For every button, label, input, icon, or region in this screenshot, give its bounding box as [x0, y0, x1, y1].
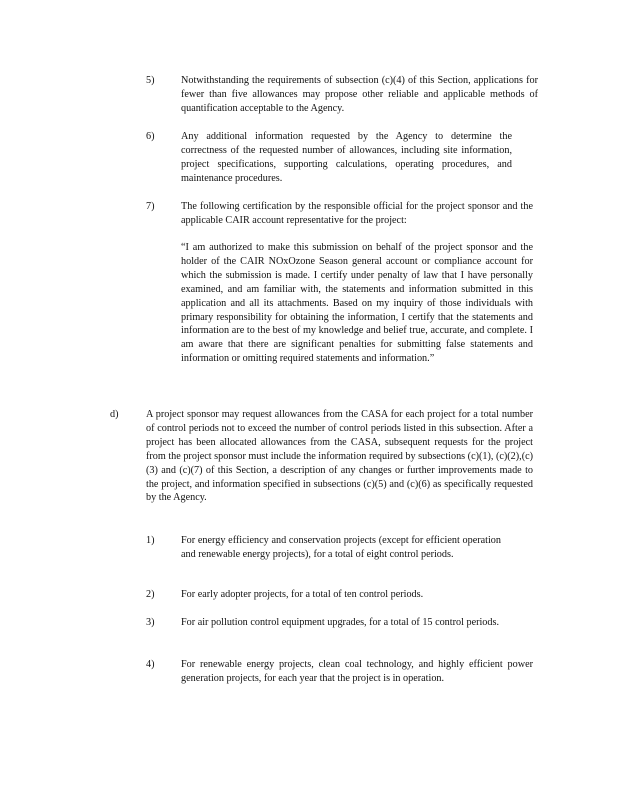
item-text: Notwithstanding the requirements of subsection (c)(4) of this Section, applications for fewer than five allowances may propose other reliable and applicable methods of quantification acceptable to the Agency.	[181, 75, 538, 114]
item-text: For air pollution control equipment upgrades, for a total of 15 control periods.	[181, 617, 500, 628]
item-number: 2)	[146, 589, 155, 600]
item-text: A project sponsor may request allowances from the CASA for each project for a total number of control periods not to exceed the number of control periods listed in this subsection. After a project has been allocated allowances from the CASA, subsequent requests for the project from the project sponsor must include the information required by subsections (c)(1), (c)(2),(c)(3) and (c)(7) of this Section, a description of any changes or further improvements made to the project, and information specified in subsections (c)(5) and (c)(6) as specifically requested by the Agency.	[146, 409, 534, 504]
item-text: Any additional information requested by the Agency to determine the correctness of the requested number of allowances, including site information, project specifications, supporting calculations, operating procedures, and maintenance procedures.	[181, 131, 512, 184]
item-number: 4)	[146, 659, 155, 670]
certification-quote: “I am authorized to make this submission on behalf of the project sponsor and the holder of the CAIR NOxOzone Season general account or compliance account for which the submission is made. I certify under penalty of law that I have personally examined, and am familiar with, the statements and information submitted in this application and all its attachments. Based on my inquiry of those individuals with primary responsibility for obtaining the information, I certify that the statements and information are to the best of my knowledge and belief true, accurate, and complete. I am aware that there are significant penalties for submitting false statements and information or omitting required statements and information.”	[181, 242, 533, 365]
item-text: The following certification by the responsible official for the project sponsor and the applicable CAIR account representative for the project:	[181, 201, 533, 226]
item-number: 3)	[146, 617, 155, 628]
item-number: 5)	[146, 75, 155, 86]
item-number: 6)	[146, 131, 155, 142]
item-text: For renewable energy projects, clean coal technology, and highly efficient power generation projects, for each year that the project is in operation.	[181, 659, 533, 684]
item-number: 7)	[146, 201, 155, 212]
item-text: For energy efficiency and conservation projects (except for efficient operation and renewable energy projects), for a total of eight control periods.	[181, 535, 501, 560]
item-number: 1)	[146, 535, 155, 546]
item-text: For early adopter projects, for a total of ten control periods.	[181, 589, 424, 600]
item-number: d)	[110, 409, 119, 420]
